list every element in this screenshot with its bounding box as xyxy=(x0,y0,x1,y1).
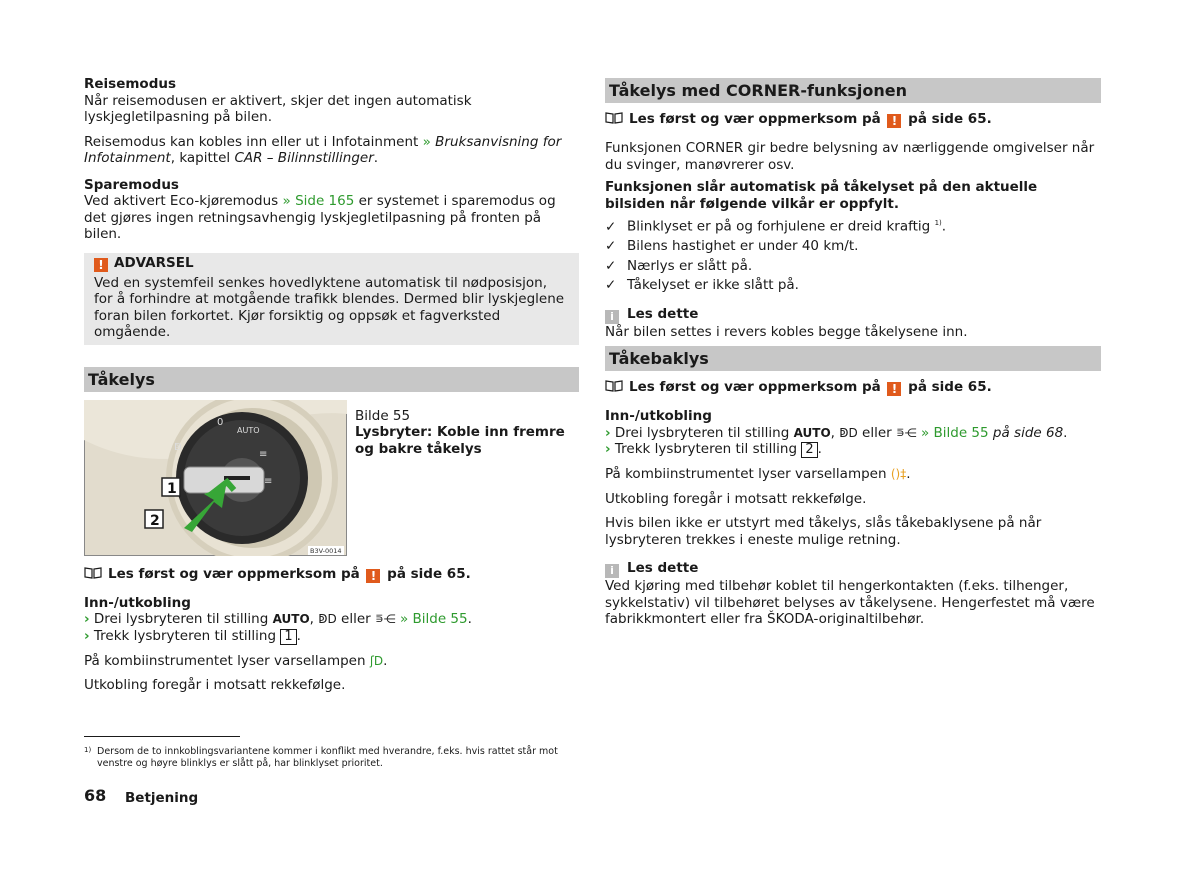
position-2-box: 2 xyxy=(801,442,817,458)
book-icon xyxy=(605,112,623,124)
link-arrow[interactable]: » xyxy=(422,133,431,150)
svg-text:ↁ: ↁ xyxy=(174,441,182,453)
reisemodus-infotainment-text: Reisemodus kan kobles inn eller ut i Infotainment » Bruksanvisning for Infotainment, kapittel CAR – Bilinnstillinger. xyxy=(84,133,562,166)
auto-symbol: AUTO xyxy=(272,612,310,626)
svg-text:1: 1 xyxy=(167,480,177,497)
arrow-icon: › xyxy=(605,441,611,457)
footnote-text: Dersom de to innkoblingsvariantene kommer i konflikt med hverandre, f.eks. hvis rattet står mot venstre og høyre blinklys er slått på, har blinklyset prioritet. xyxy=(97,746,558,769)
condition-list xyxy=(605,215,1101,294)
arrow-icon: › xyxy=(84,627,90,644)
corner-text: Funksjonen CORNER gir bedre belysning av nærliggende omgivelser når du svinger, manøvrerer osv. xyxy=(605,140,1095,173)
svg-text:2: 2 xyxy=(150,512,160,529)
condition-item: ✓ Nærlys er slått på. xyxy=(605,257,753,274)
check-icon: ✓ xyxy=(605,277,617,293)
check-icon: ✓ xyxy=(605,218,617,235)
kombi-text: På kombiinstrumentet lyser varsellampen ʃD. xyxy=(84,652,388,669)
bilde-55-link[interactable]: » Bilde 55 xyxy=(920,424,989,441)
dipped-beam-icon: ↁD xyxy=(318,612,337,626)
right-column xyxy=(605,78,1101,628)
check-icon: ✓ xyxy=(605,238,617,254)
read-first-notice: Les først og vær oppmerksom på ! på side 65. xyxy=(605,111,1101,128)
step-1: › Drei lysbryteren til stilling AUTO, ↁD eller ⋾⋲ » Bilde 55. xyxy=(84,611,472,627)
page-section: Betjening xyxy=(125,790,199,806)
svg-text:AUTO: AUTO xyxy=(237,425,260,435)
footnote xyxy=(84,746,584,770)
note-text: Ved kjøring med tilbehør koblet til hengerkontakten (f.eks. tilhenger, sykkelstativ) vil tilbehøret belyses av tåkelysene. Hengerfestet må være fabrikkmontert eller fra ŠKODA-originaltilbehør. xyxy=(605,578,1095,627)
section-header-takebaklys: Tåkebaklys xyxy=(605,346,1101,371)
warning-title: ! ADVARSEL xyxy=(94,253,569,272)
section-header-takelys: Tåkelys xyxy=(84,367,579,392)
step-1: › Drei lysbryteren til stilling AUTO, ↁD eller ⋾⋲ » Bilde 55 på side 68. xyxy=(605,424,1068,441)
book-icon xyxy=(605,380,623,392)
figure-number: Bilde 55 xyxy=(355,407,411,424)
svg-text:B3V-0014: B3V-0014 xyxy=(310,546,342,555)
warning-icon: ! xyxy=(887,114,901,128)
sparemodus-heading: Sparemodus xyxy=(84,176,179,193)
sparemodus-text: Ved aktivert Eco-kjøremodus » Side 165 er systemet i sparemodus og det gjøres ingen retningsavhengig lyskjegletilpasning på fronten på bilen. xyxy=(84,193,556,242)
warning-icon: ! xyxy=(94,258,108,272)
condition-item: ✓ Blinklyset er på og forhjulene er dreid kraftig $^{1)}$. xyxy=(605,218,947,235)
auto-symbol: AUTO xyxy=(793,425,831,440)
warning-text: Ved en systemfeil senkes hovedlyktene automatisk til nødposisjon, for å forhindre at motgående trafikk blendes. Dermed blir lyskjeglene foran bilen forkortet. Kjør forsiktig og oppsøk et fagverksted omgående. xyxy=(94,274,565,340)
footnote-divider xyxy=(84,736,240,737)
parking-light-icon: ⋾⋲ xyxy=(896,425,917,440)
utkobling-text: Utkobling foregår i motsatt rekkefølge. xyxy=(84,677,346,693)
info-icon: i xyxy=(605,310,619,324)
condition-item: ✓ Tåkelyset er ikke slått på. xyxy=(605,277,799,293)
dipped-beam-icon: ↁD xyxy=(839,425,858,440)
note-title: i Les dette xyxy=(605,306,1101,324)
figure-title: Lysbryter: Koble inn fremre og bakre tåkelys xyxy=(355,424,565,457)
step-2: › Trekk lysbryteren til stilling 1 . xyxy=(84,627,301,644)
side-165-link[interactable]: » Side 165 xyxy=(282,193,355,209)
info-icon: i xyxy=(605,564,619,578)
figure-caption xyxy=(355,408,579,458)
inn-utkobling-heading: Inn-/utkobling xyxy=(84,594,191,611)
footnote-mark: 1) xyxy=(84,746,92,754)
svg-text:≡: ≡ xyxy=(264,475,273,487)
condition-item: ✓ Bilens hastighet er under 40 km/t. xyxy=(605,238,859,254)
corner-conditions: Funksjonen slår automatisk på tåkelyset på den aktuelle bilsiden når følgende vilkår er oppfylt. xyxy=(605,179,1038,212)
note-text: Når bilen settes i revers kobles begge tåkelysene inn. xyxy=(605,323,968,340)
step-2: › Trekk lysbryteren til stilling 2 . xyxy=(605,441,822,457)
inn-utkobling-heading: Inn-/utkobling xyxy=(605,408,712,424)
svg-text:0: 0 xyxy=(217,416,224,428)
note-title: i Les dette xyxy=(605,560,1101,578)
left-column xyxy=(84,76,579,694)
reisemodus-heading: Reisemodus xyxy=(84,76,177,92)
read-first-notice: Les først og vær oppmerksom på ! på side 65. xyxy=(605,379,1101,396)
read-first-notice: Les først og vær oppmerksom på ! på side 65. xyxy=(84,566,579,583)
utkobling-text: Utkobling foregår i motsatt rekkefølge. xyxy=(605,490,867,507)
warning-box xyxy=(84,253,579,345)
arrow-icon: › xyxy=(605,424,611,441)
svg-text:≡: ≡ xyxy=(259,448,268,460)
front-fog-lamp-icon: ʃD xyxy=(369,653,384,668)
page-number: 68 xyxy=(84,786,107,805)
arrow-icon: › xyxy=(84,611,90,627)
rear-fog-lamp-icon: ()‡ xyxy=(890,467,907,481)
warning-icon: ! xyxy=(887,382,901,396)
figure-55 xyxy=(84,400,579,558)
section-header-corner: Tåkelys med CORNER-funksjonen xyxy=(605,78,1101,103)
kombi-text: På kombiinstrumentet lyser varsellampen ()‡. xyxy=(605,466,911,482)
warning-icon: ! xyxy=(366,569,380,583)
reisemodus-text: Når reisemodusen er aktivert, skjer det ingen automatisk lyskjegletilpasning på bilen. xyxy=(84,92,472,125)
bilde-55-link[interactable]: » Bilde 55 xyxy=(399,611,468,627)
check-icon: ✓ xyxy=(605,257,617,274)
book-icon xyxy=(84,567,102,579)
position-1-box: 1 xyxy=(280,629,296,645)
parking-light-icon: ⋾⋲ xyxy=(375,612,396,626)
hvis-text: Hvis bilen ikke er utstyrt med tåkelys, slås tåkebaklysene på når lysbryteren trekkes i eneste mulige retning. xyxy=(605,515,1042,548)
